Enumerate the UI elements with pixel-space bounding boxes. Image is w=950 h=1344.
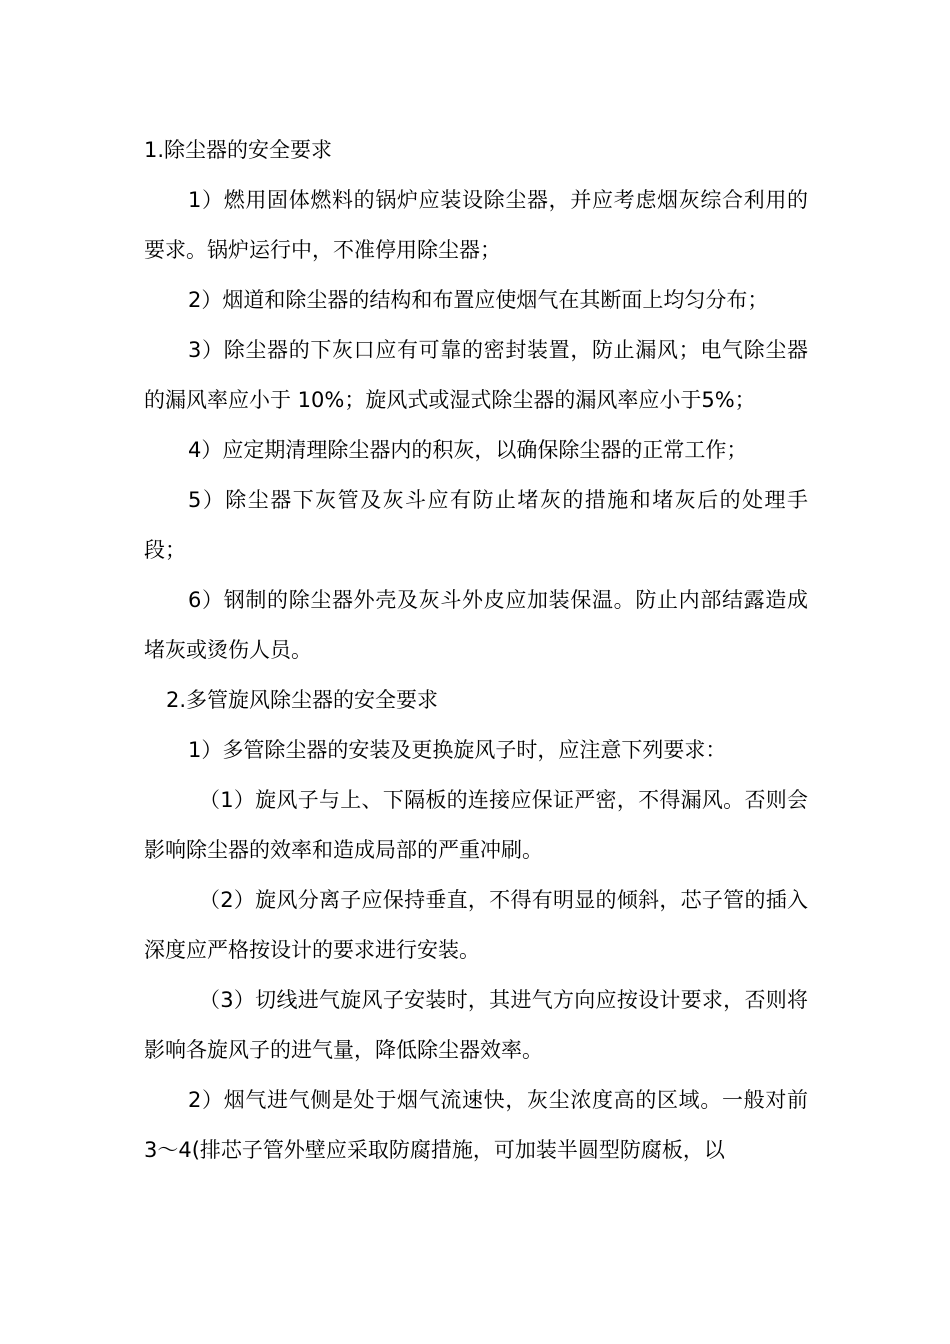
section-1-item-5: 5）除尘器下灰管及灰斗应有防止堵灰的措施和堵灰后的处理手段； — [144, 488, 808, 562]
section-1-item-3: 3）除尘器的下灰口应有可靠的密封装置，防止漏风；电气除尘器的漏风率应小于 10%；旋风式或湿式除尘器的漏风率应小于5%； — [144, 338, 808, 412]
section-2-subitem-2: （2）旋风分离子应保持垂直，不得有明显的倾斜，芯子管的插入深度应严格按设计的要求进行安装。 — [144, 888, 808, 962]
section-1-item-6: 6）钢制的除尘器外壳及灰斗外皮应加装保温。防止内部结露造成堵灰或烫伤人员。 — [144, 588, 808, 662]
document-body — [144, 125, 808, 1175]
section-1-item-4: 4）应定期清理除尘器内的积灰，以确保除尘器的正常工作； — [188, 438, 748, 462]
section-2-subitem-3: （3）切线进气旋风子安装时，其进气方向应按设计要求，否则将影响各旋风子的进气量，降低除尘器效率。 — [144, 988, 808, 1062]
section-2-heading: 2.多管旋风除尘器的安全要求 — [166, 688, 439, 712]
section-1-item-1: 1）燃用固体燃料的锅炉应装设除尘器，并应考虑烟灰综合利用的要求。锅炉运行中，不准停用除尘器； — [144, 188, 808, 262]
section-2-subitem-1: （1）旋风子与上、下隔板的连接应保证严密，不得漏风。否则会影响除尘器的效率和造成局部的严重冲刷。 — [144, 788, 808, 862]
section-1-item-2: 2）烟道和除尘器的结构和布置应使烟气在其断面上均匀分布； — [188, 288, 769, 312]
section-1-heading: 1.除尘器的安全要求 — [144, 138, 333, 162]
section-2-item-1: 1）多管除尘器的安装及更换旋风子时，应注意下列要求： — [188, 738, 727, 762]
section-2-item-2: 2）烟气进气侧是处于烟气流速快，灰尘浓度高的区域。一般对前 3～4(排芯子管外壁应采取防腐措施，可加装半圆型防腐板，以 — [144, 1088, 808, 1162]
